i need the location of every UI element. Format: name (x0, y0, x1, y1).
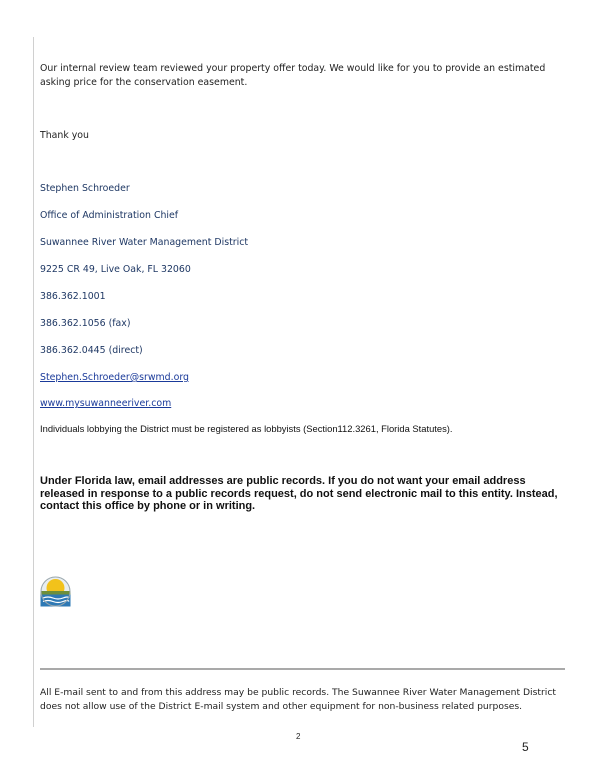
public-records-warning: Under Florida law, email addresses are public records. If you do not want your email address released in response to a public records request, do not send electronic mail to this entity. Instead, contact this office by phone or in writing. (40, 475, 558, 512)
signature-phone: 386.362.1001 (40, 291, 106, 302)
website-link[interactable]: www.mysuwanneeriver.com (40, 398, 172, 409)
email-disclaimer: All E-mail sent to and from this address may be public records. The Suwannee River Water Management District does not allow use of the District E-mail system and other equipment for non-business related purposes. (40, 687, 556, 712)
inner-page-number: 2 (296, 732, 301, 741)
lobbying-notice: Individuals lobbying the District must be registered as lobbyists (Section112.3261, Florida Statutes). (40, 423, 453, 434)
page-margin-rule (33, 37, 34, 727)
signature-website-line (40, 398, 171, 409)
footer-divider (40, 668, 565, 670)
signature-title: Office of Administration Chief (40, 210, 179, 221)
signature-address: 9225 CR 49, Live Oak, FL 32060 (40, 264, 191, 275)
closing-text: Thank you (40, 130, 89, 141)
email-link[interactable]: Stephen.Schroeder@srwmd.org (40, 372, 189, 383)
signature-email-line (40, 372, 189, 383)
outer-page-number: 5 (522, 740, 529, 754)
email-body-paragraph: Our internal review team reviewed your property offer today. We would like for you to provide an estimated asking price for the conservation easement. (40, 63, 546, 88)
signature-name: Stephen Schroeder (40, 183, 130, 194)
district-logo (40, 576, 71, 607)
signature-fax: 386.362.1056 (fax) (40, 318, 131, 329)
signature-organization: Suwannee River Water Management District (40, 237, 249, 248)
signature-direct-phone: 386.362.0445 (direct) (40, 345, 143, 356)
